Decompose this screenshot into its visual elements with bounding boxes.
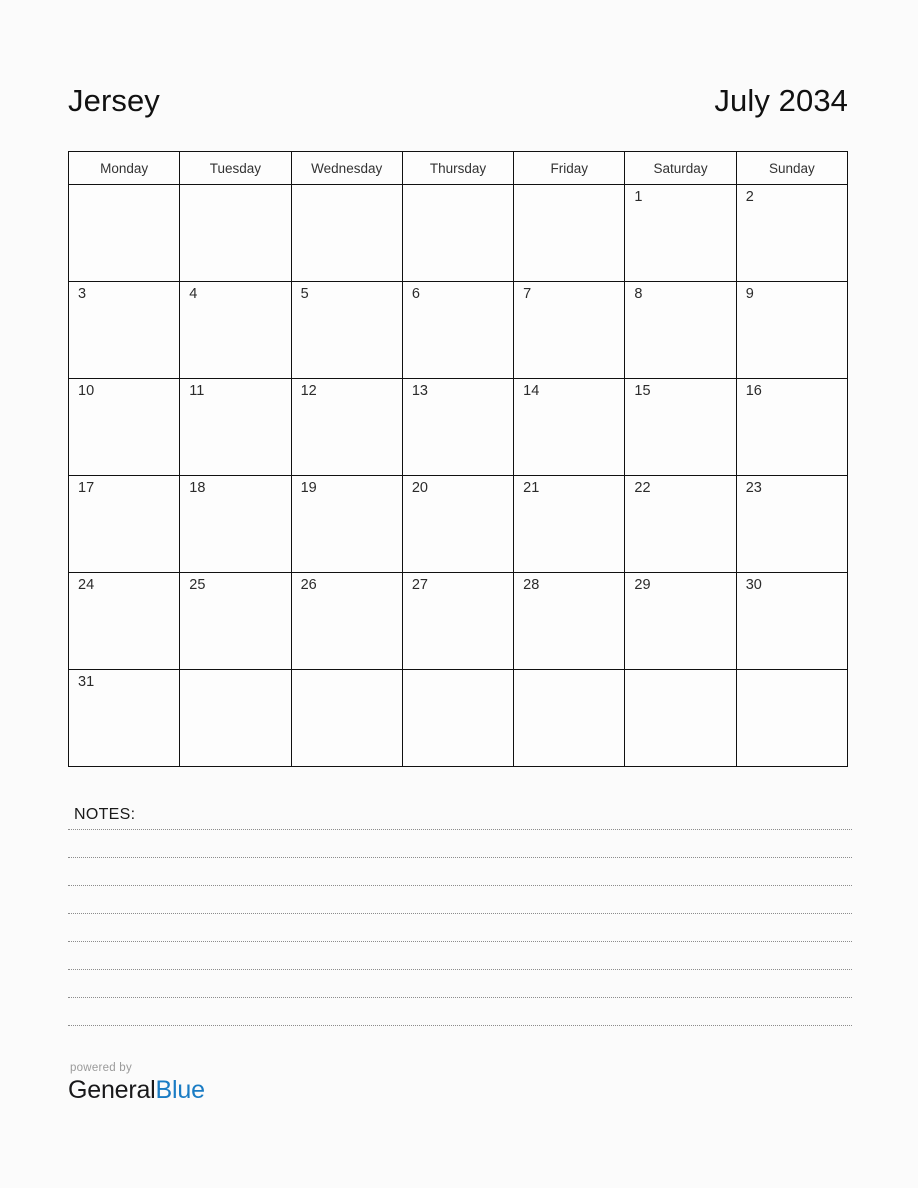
day-number: 24 xyxy=(78,577,95,593)
generalblue-logo xyxy=(68,1077,368,1105)
powered-by-label: powered by xyxy=(70,1062,132,1074)
weekday-header-friday: Friday xyxy=(514,152,625,185)
calendar-body xyxy=(69,185,848,767)
calendar-day-cell-empty[interactable] xyxy=(403,670,514,767)
day-number: 22 xyxy=(634,480,651,496)
calendar-week-row xyxy=(69,573,848,670)
calendar-day-cell-empty[interactable] xyxy=(625,670,736,767)
calendar-day-cell[interactable] xyxy=(403,379,514,476)
calendar-day-cell[interactable] xyxy=(292,379,403,476)
calendar-week-row xyxy=(69,379,848,476)
day-number: 27 xyxy=(411,577,428,593)
calendar-day-cell[interactable] xyxy=(180,573,291,670)
notes-line[interactable] xyxy=(68,857,852,885)
day-number: 15 xyxy=(634,383,651,399)
calendar-day-cell[interactable] xyxy=(180,476,291,573)
notes-line[interactable] xyxy=(68,1025,852,1053)
day-number: 6 xyxy=(411,286,420,302)
day-number: 18 xyxy=(189,480,206,496)
day-number: 7 xyxy=(523,286,532,302)
calendar-day-cell[interactable] xyxy=(514,282,625,379)
calendar-day-cell[interactable] xyxy=(625,573,736,670)
day-number: 29 xyxy=(634,577,651,593)
calendar-day-cell[interactable] xyxy=(737,282,848,379)
day-number: 1 xyxy=(634,189,643,205)
day-number: 9 xyxy=(745,286,754,302)
calendar-day-cell-empty[interactable] xyxy=(180,670,291,767)
calendar-week-row xyxy=(69,282,848,379)
calendar-day-cell[interactable] xyxy=(625,282,736,379)
page-title: Jersey xyxy=(68,82,160,118)
calendar-day-cell-empty[interactable] xyxy=(514,670,625,767)
day-number: 8 xyxy=(634,286,643,302)
weekday-header-thursday: Thursday xyxy=(403,152,514,185)
day-number: 12 xyxy=(300,383,317,399)
notes-line[interactable] xyxy=(68,885,852,913)
calendar-day-cell[interactable] xyxy=(514,379,625,476)
notes-label: NOTES: xyxy=(74,806,136,823)
calendar-day-cell-empty[interactable] xyxy=(180,185,291,282)
calendar-day-cell-empty[interactable] xyxy=(514,185,625,282)
calendar-day-cell[interactable] xyxy=(737,573,848,670)
calendar-day-cell[interactable] xyxy=(69,573,180,670)
day-number: 5 xyxy=(300,286,309,302)
calendar-day-cell[interactable] xyxy=(292,476,403,573)
calendar-day-cell[interactable] xyxy=(69,282,180,379)
calendar-day-cell-empty[interactable] xyxy=(292,185,403,282)
notes-line[interactable] xyxy=(68,941,852,969)
calendar-day-cell[interactable] xyxy=(625,185,736,282)
weekday-header-sunday: Sunday xyxy=(737,152,848,185)
weekday-header-row xyxy=(69,152,848,185)
calendar-day-cell[interactable] xyxy=(292,573,403,670)
day-number: 28 xyxy=(523,577,540,593)
calendar-day-cell[interactable] xyxy=(69,670,180,767)
calendar-day-cell[interactable] xyxy=(514,476,625,573)
notes-line[interactable] xyxy=(68,913,852,941)
day-number: 31 xyxy=(78,674,95,690)
weekday-header-monday: Monday xyxy=(69,152,180,185)
weekday-header-tuesday: Tuesday xyxy=(180,152,291,185)
day-number: 3 xyxy=(78,286,87,302)
day-number: 21 xyxy=(523,480,540,496)
day-number: 26 xyxy=(300,577,317,593)
calendar-day-cell[interactable] xyxy=(514,573,625,670)
calendar-day-cell[interactable] xyxy=(737,476,848,573)
calendar-day-cell[interactable] xyxy=(625,476,736,573)
calendar-day-cell[interactable] xyxy=(737,185,848,282)
notes-section xyxy=(68,806,852,1053)
calendar-day-cell[interactable] xyxy=(69,476,180,573)
day-number: 20 xyxy=(411,480,428,496)
calendar-day-cell-empty[interactable] xyxy=(292,670,403,767)
calendar-day-cell-empty[interactable] xyxy=(737,670,848,767)
notes-line[interactable] xyxy=(68,969,852,997)
page-header xyxy=(68,72,848,128)
calendar-day-cell-empty[interactable] xyxy=(403,185,514,282)
day-number: 11 xyxy=(189,383,205,399)
calendar-day-cell-empty[interactable] xyxy=(69,185,180,282)
weekday-header-wednesday: Wednesday xyxy=(292,152,403,185)
day-number: 23 xyxy=(745,480,762,496)
calendar-day-cell[interactable] xyxy=(403,476,514,573)
notes-line[interactable] xyxy=(68,997,852,1025)
day-number: 19 xyxy=(300,480,317,496)
logo-text-general: General xyxy=(68,1075,156,1104)
day-number: 30 xyxy=(745,577,762,593)
calendar-day-cell[interactable] xyxy=(180,379,291,476)
day-number: 25 xyxy=(189,577,206,593)
calendar-day-cell[interactable] xyxy=(69,379,180,476)
day-number: 17 xyxy=(78,480,95,496)
calendar-week-row xyxy=(69,476,848,573)
day-number: 4 xyxy=(189,286,198,302)
day-number: 10 xyxy=(78,383,95,399)
notes-line[interactable] xyxy=(68,829,852,857)
day-number: 2 xyxy=(745,189,754,205)
month-year-label: July 2034 xyxy=(714,82,848,118)
footer-branding xyxy=(68,1062,368,1104)
calendar-day-cell[interactable] xyxy=(403,573,514,670)
calendar-day-cell[interactable] xyxy=(737,379,848,476)
calendar-grid xyxy=(68,151,848,767)
calendar-week-row xyxy=(69,670,848,767)
logo-text-blue: Blue xyxy=(155,1075,205,1104)
day-number: 13 xyxy=(411,383,428,399)
notes-lines xyxy=(68,829,852,1053)
day-number: 16 xyxy=(745,383,762,399)
calendar-day-cell[interactable] xyxy=(625,379,736,476)
calendar-day-cell[interactable] xyxy=(403,282,514,379)
calendar-week-row xyxy=(69,185,848,282)
calendar-day-cell[interactable] xyxy=(292,282,403,379)
calendar-day-cell[interactable] xyxy=(180,282,291,379)
weekday-header-saturday: Saturday xyxy=(625,152,736,185)
day-number: 14 xyxy=(523,383,540,399)
